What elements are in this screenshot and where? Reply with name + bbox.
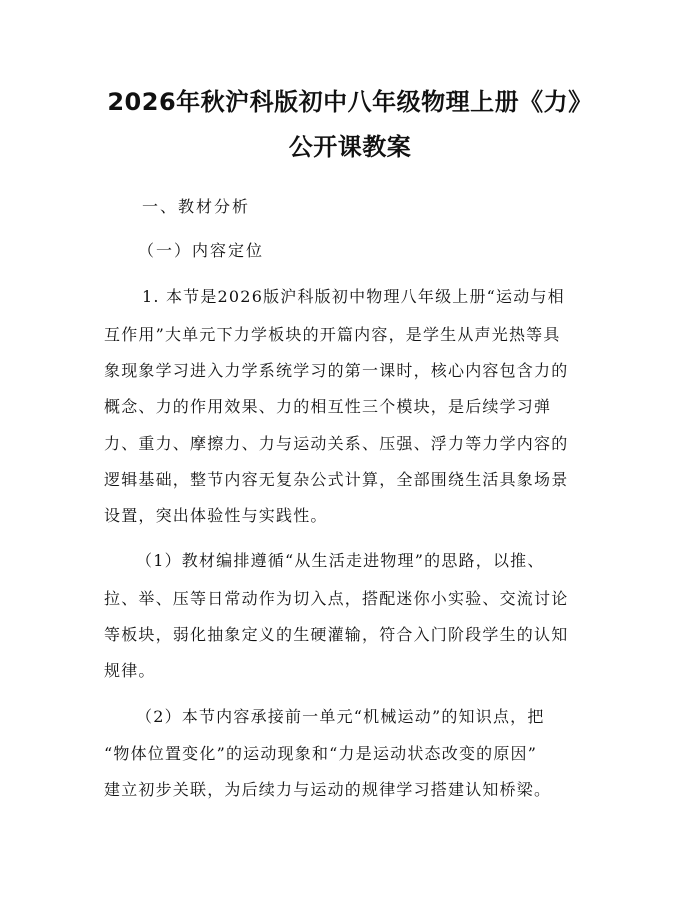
title-line-2: 公开课教案 xyxy=(288,133,412,161)
paragraph-2-line: 规律。 xyxy=(104,661,156,680)
paragraph-1-line: 1. 本节是2026版沪科版初中物理八年级上册“运动与相 xyxy=(142,287,565,306)
paragraph-1-line: 概念、力的作用效果、力的相互性三个模块，是后续学习弹 xyxy=(104,397,552,416)
title-line-1: 2026年秋沪科版初中八年级物理上册《力》 xyxy=(107,88,593,116)
paragraph-3-line: “物体位置变化”的运动现象和“力是运动状态改变的原因” xyxy=(104,744,538,763)
paragraph-1-line: 象现象学习进入力学系统学习的第一课时，核心内容包含力的 xyxy=(104,361,569,380)
paragraph-3-line: 建立初步关联，为后续力与运动的规律学习搭建认知桥梁。 xyxy=(104,780,552,799)
paragraph-2-line: 等板块，弱化抽象定义的生硬灌输，符合入门阶段学生的认知 xyxy=(104,625,569,644)
paragraph-1-line: 设置，突出体验性与实践性。 xyxy=(104,506,328,525)
paragraph-3-line: （2）本节内容承接前一单元“机械运动”的知识点，把 xyxy=(136,707,545,726)
section-heading: 一、教材分析 xyxy=(142,197,251,216)
subsection-heading: （一）内容定位 xyxy=(138,241,265,260)
paragraph-1-line: 逻辑基础，整节内容无复杂公式计算，全部围绕生活具象场景 xyxy=(104,470,569,489)
paragraph-1-line: 互作用”大单元下力学板块的开篇内容，是学生从声光热等具 xyxy=(104,325,561,344)
paragraph-2-line: （1）教材编排遵循“从生活走进物理”的思路，以推、 xyxy=(136,551,545,570)
paragraph-2-line: 拉、举、压等日常动作为切入点，搭配迷你小实验、交流讨论 xyxy=(104,589,569,608)
paragraph-1-line: 力、重力、摩擦力、力与运动关系、压强、浮力等力学内容的 xyxy=(104,434,569,453)
